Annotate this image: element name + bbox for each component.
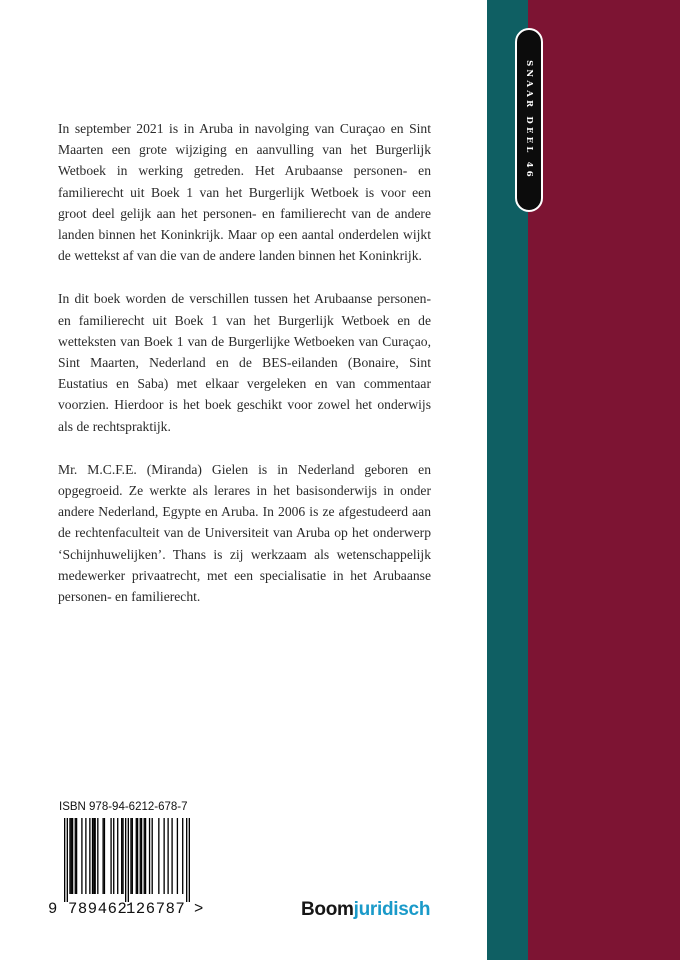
barcode-bar xyxy=(71,818,72,894)
barcode-bar xyxy=(117,818,118,894)
barcode-bar xyxy=(97,818,98,894)
blurb-paragraph-1: In september 2021 is in Aruba in navolging van Curaçao en Sint Maarten een grote wijziging en aanvulling van het Burgerlijk Wetboek in werking getreden. Het Arubaanse personen- en familierecht uit Boek 1 van het Burgerlijk Wetboek is voor een groot deel gelijk aan het personen- en familierecht van de andere landen binnen het Koninkrijk. Maar op een aantal onderdelen wijkt de wettekst af van die van de andere landen binnen het Koninkrijk. xyxy=(58,121,431,264)
publisher-logo-juridisch: juridisch xyxy=(353,899,431,920)
barcode-digits xyxy=(48,900,218,924)
barcode-bar xyxy=(72,818,73,894)
barcode-left-digits: 789462 xyxy=(68,900,128,918)
barcode-bar xyxy=(95,818,96,894)
author-bio-paragraph: Mr. M.C.F.E. (Miranda) Gielen is in Nederland geboren en opgegroeid. Ze werkte als lerares in het basisonderwijs in onder andere Nederland, Egypte en Aruba. In 2006 is ze afgestudeerd aan de rechtenfaculteit van de Universiteit van Aruba op het onderwerp ‘Schijnhuwelijken’. Thans is zij werkzaam als wetenschappelijk medewerker privaatrecht, met een specialisatie in het Arubaanse personen- en familierecht. xyxy=(58,461,431,605)
barcode-bar xyxy=(140,818,141,894)
barcode-bar xyxy=(171,818,172,894)
barcode-bar xyxy=(189,818,190,902)
barcode-bar xyxy=(81,818,82,894)
barcode-bar xyxy=(149,818,150,894)
barcode-bar xyxy=(177,818,178,894)
barcode-bar xyxy=(92,818,93,894)
barcode-bar xyxy=(130,818,131,894)
barcode-bar xyxy=(136,818,137,894)
barcode-bar xyxy=(110,818,111,894)
barcode-bar xyxy=(64,818,65,902)
barcode-bar xyxy=(122,818,123,894)
barcode-bar xyxy=(69,818,70,894)
barcode-quiet-zone-mark: > xyxy=(194,900,204,918)
barcode-bar xyxy=(152,818,153,894)
blurb-paragraph-2: In dit boek worden de verschillen tussen het Arubaanse personen- en familierecht uit Boek 1 van het Burgerlijk Wetboek en de wetteksten van Boek 1 van de Burgerlijke Wetboeken van Curaçao, Sint Maarten, Nederland en de BES-eilanden (Bonaire, Sint Eustatius en Saba) met elkaar vergeleken en van commentaar voorzien. Hierdoor is het boek geschikt voor zowel het onderwijs als de rechtspraktijk. xyxy=(58,291,431,434)
barcode-bar xyxy=(76,818,77,894)
barcode-right-digits: 126787 xyxy=(126,900,186,918)
barcode-bar xyxy=(125,818,126,902)
series-label-badge xyxy=(515,28,543,212)
barcode-bar xyxy=(67,818,68,902)
barcode-bar xyxy=(132,818,133,894)
blurb-text xyxy=(58,118,431,629)
isbn-label: ISBN 978-94-6212-678-7 xyxy=(59,801,188,813)
publisher-logo-boom: Boom xyxy=(301,899,354,920)
barcode-bar xyxy=(167,818,168,894)
barcode-lead-digit: 9 xyxy=(48,900,58,918)
barcode-bar xyxy=(137,818,138,894)
series-label-text: SNAAR DEEL 46 xyxy=(524,60,534,180)
barcode-bar xyxy=(85,818,86,894)
barcode-bar xyxy=(104,818,105,894)
barcode-bar xyxy=(113,818,114,894)
barcode-bar xyxy=(75,818,76,894)
barcode-bar xyxy=(158,818,159,894)
barcode-bar xyxy=(144,818,145,894)
barcode-bar xyxy=(128,818,129,902)
barcode-bar xyxy=(102,818,103,894)
barcode-bar xyxy=(121,818,122,894)
barcode-bar xyxy=(163,818,164,894)
barcode-bar xyxy=(182,818,183,894)
isbn-barcode xyxy=(64,818,190,902)
burgundy-band xyxy=(528,0,680,960)
barcode-bar xyxy=(89,818,90,894)
publisher-logo xyxy=(301,899,430,921)
barcode-bar xyxy=(141,818,142,894)
barcode-bar xyxy=(186,818,187,902)
barcode-bar xyxy=(93,818,94,894)
barcode-bar xyxy=(145,818,146,894)
